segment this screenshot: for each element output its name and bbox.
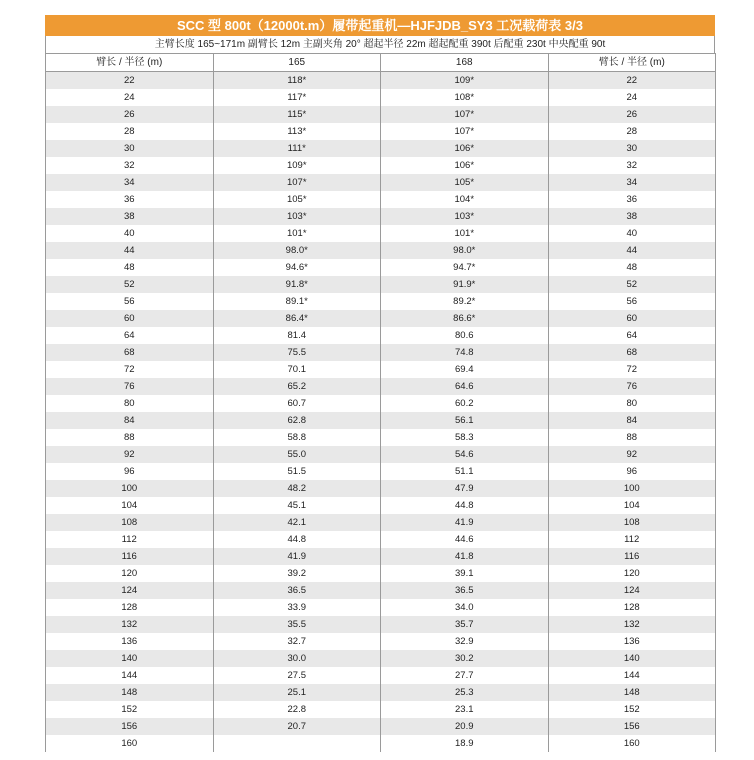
load-165-cell: 42.1 bbox=[213, 514, 381, 531]
table-row bbox=[46, 123, 716, 140]
header-radius-right: 臂长 / 半径 (m) bbox=[548, 54, 716, 72]
radius-right-cell: 76 bbox=[548, 378, 716, 395]
radius-left-cell: 100 bbox=[46, 480, 214, 497]
load-165-cell: 103* bbox=[213, 208, 381, 225]
load-168-cell: 25.3 bbox=[381, 684, 549, 701]
radius-left-cell: 80 bbox=[46, 395, 214, 412]
load-168-cell: 56.1 bbox=[381, 412, 549, 429]
radius-right-cell: 30 bbox=[548, 140, 716, 157]
table-row bbox=[46, 701, 716, 718]
load-168-cell: 39.1 bbox=[381, 565, 549, 582]
load-165-cell: 25.1 bbox=[213, 684, 381, 701]
load-168-cell: 105* bbox=[381, 174, 549, 191]
radius-left-cell: 76 bbox=[46, 378, 214, 395]
table-row bbox=[46, 293, 716, 310]
table-row bbox=[46, 208, 716, 225]
load-165-cell: 70.1 bbox=[213, 361, 381, 378]
load-168-cell: 86.6* bbox=[381, 310, 549, 327]
header-row bbox=[46, 54, 716, 72]
load-165-cell: 118* bbox=[213, 72, 381, 90]
load-168-cell: 47.9 bbox=[381, 480, 549, 497]
load-165-cell: 44.8 bbox=[213, 531, 381, 548]
load-168-cell: 27.7 bbox=[381, 667, 549, 684]
load-165-cell: 51.5 bbox=[213, 463, 381, 480]
load-165-cell: 39.2 bbox=[213, 565, 381, 582]
radius-left-cell: 40 bbox=[46, 225, 214, 242]
radius-left-cell: 84 bbox=[46, 412, 214, 429]
radius-left-cell: 124 bbox=[46, 582, 214, 599]
load-168-cell: 106* bbox=[381, 140, 549, 157]
load-168-cell: 91.9* bbox=[381, 276, 549, 293]
radius-left-cell: 30 bbox=[46, 140, 214, 157]
load-165-cell: 101* bbox=[213, 225, 381, 242]
radius-left-cell: 128 bbox=[46, 599, 214, 616]
load-168-cell: 107* bbox=[381, 106, 549, 123]
radius-right-cell: 116 bbox=[548, 548, 716, 565]
load-table bbox=[45, 53, 716, 752]
table-row bbox=[46, 718, 716, 735]
radius-right-cell: 32 bbox=[548, 157, 716, 174]
load-168-cell: 41.9 bbox=[381, 514, 549, 531]
radius-left-cell: 108 bbox=[46, 514, 214, 531]
table-row bbox=[46, 310, 716, 327]
table-row bbox=[46, 480, 716, 497]
radius-right-cell: 104 bbox=[548, 497, 716, 514]
table-row bbox=[46, 225, 716, 242]
radius-right-cell: 148 bbox=[548, 684, 716, 701]
radius-left-cell: 64 bbox=[46, 327, 214, 344]
table-row bbox=[46, 412, 716, 429]
radius-left-cell: 160 bbox=[46, 735, 214, 752]
load-165-cell: 105* bbox=[213, 191, 381, 208]
load-168-cell: 18.9 bbox=[381, 735, 549, 752]
table-row bbox=[46, 446, 716, 463]
load-168-cell: 106* bbox=[381, 157, 549, 174]
load-168-cell: 41.8 bbox=[381, 548, 549, 565]
table-body bbox=[46, 72, 716, 753]
radius-left-cell: 28 bbox=[46, 123, 214, 140]
radius-right-cell: 60 bbox=[548, 310, 716, 327]
load-chart-sheet bbox=[45, 15, 715, 752]
load-165-cell: 94.6* bbox=[213, 259, 381, 276]
radius-left-cell: 92 bbox=[46, 446, 214, 463]
radius-left-cell: 156 bbox=[46, 718, 214, 735]
load-165-cell: 75.5 bbox=[213, 344, 381, 361]
radius-right-cell: 84 bbox=[548, 412, 716, 429]
load-165-cell: 58.8 bbox=[213, 429, 381, 446]
load-165-cell: 117* bbox=[213, 89, 381, 106]
radius-right-cell: 52 bbox=[548, 276, 716, 293]
page-title: SCC 型 800t（12000t.m）履带起重机—HJFJDB_SY3 工况载荷表 3/3 bbox=[45, 15, 715, 36]
load-165-cell: 86.4* bbox=[213, 310, 381, 327]
radius-left-cell: 68 bbox=[46, 344, 214, 361]
load-168-cell: 80.6 bbox=[381, 327, 549, 344]
load-168-cell: 23.1 bbox=[381, 701, 549, 718]
load-168-cell: 58.3 bbox=[381, 429, 549, 446]
load-168-cell: 30.2 bbox=[381, 650, 549, 667]
table-row bbox=[46, 514, 716, 531]
table-row bbox=[46, 565, 716, 582]
radius-right-cell: 120 bbox=[548, 565, 716, 582]
load-165-cell: 32.7 bbox=[213, 633, 381, 650]
radius-right-cell: 22 bbox=[548, 72, 716, 90]
radius-right-cell: 160 bbox=[548, 735, 716, 752]
table-row bbox=[46, 582, 716, 599]
radius-right-cell: 124 bbox=[548, 582, 716, 599]
radius-left-cell: 120 bbox=[46, 565, 214, 582]
load-168-cell: 54.6 bbox=[381, 446, 549, 463]
table-row bbox=[46, 616, 716, 633]
load-168-cell: 98.0* bbox=[381, 242, 549, 259]
load-165-cell: 91.8* bbox=[213, 276, 381, 293]
load-168-cell: 101* bbox=[381, 225, 549, 242]
radius-right-cell: 56 bbox=[548, 293, 716, 310]
radius-right-cell: 26 bbox=[548, 106, 716, 123]
radius-right-cell: 80 bbox=[548, 395, 716, 412]
load-168-cell: 60.2 bbox=[381, 395, 549, 412]
load-165-cell: 27.5 bbox=[213, 667, 381, 684]
table-row bbox=[46, 72, 716, 90]
radius-right-cell: 108 bbox=[548, 514, 716, 531]
radius-left-cell: 140 bbox=[46, 650, 214, 667]
configuration-subtitle: 主臂长度 165~171m 副臂长 12m 主副夹角 20° 超起半径 22m 超起配重 390t 后配重 230t 中央配重 90t bbox=[45, 36, 715, 53]
load-165-cell: 33.9 bbox=[213, 599, 381, 616]
radius-left-cell: 72 bbox=[46, 361, 214, 378]
table-row bbox=[46, 106, 716, 123]
load-168-cell: 69.4 bbox=[381, 361, 549, 378]
radius-right-cell: 128 bbox=[548, 599, 716, 616]
radius-left-cell: 22 bbox=[46, 72, 214, 90]
load-165-cell: 65.2 bbox=[213, 378, 381, 395]
load-168-cell: 109* bbox=[381, 72, 549, 90]
table-row bbox=[46, 497, 716, 514]
load-168-cell: 107* bbox=[381, 123, 549, 140]
radius-left-cell: 112 bbox=[46, 531, 214, 548]
load-165-cell: 30.0 bbox=[213, 650, 381, 667]
load-165-cell: 20.7 bbox=[213, 718, 381, 735]
load-165-cell: 98.0* bbox=[213, 242, 381, 259]
load-165-cell: 55.0 bbox=[213, 446, 381, 463]
radius-left-cell: 152 bbox=[46, 701, 214, 718]
radius-left-cell: 52 bbox=[46, 276, 214, 293]
load-165-cell: 115* bbox=[213, 106, 381, 123]
radius-left-cell: 104 bbox=[46, 497, 214, 514]
header-radius-left: 臂长 / 半径 (m) bbox=[46, 54, 214, 72]
radius-right-cell: 88 bbox=[548, 429, 716, 446]
load-168-cell: 36.5 bbox=[381, 582, 549, 599]
radius-right-cell: 38 bbox=[548, 208, 716, 225]
load-168-cell: 35.7 bbox=[381, 616, 549, 633]
radius-left-cell: 60 bbox=[46, 310, 214, 327]
load-165-cell: 60.7 bbox=[213, 395, 381, 412]
table-row bbox=[46, 259, 716, 276]
table-row bbox=[46, 599, 716, 616]
table-row bbox=[46, 191, 716, 208]
load-165-cell: 81.4 bbox=[213, 327, 381, 344]
radius-left-cell: 56 bbox=[46, 293, 214, 310]
radius-right-cell: 100 bbox=[548, 480, 716, 497]
radius-left-cell: 88 bbox=[46, 429, 214, 446]
table-row bbox=[46, 157, 716, 174]
radius-right-cell: 34 bbox=[548, 174, 716, 191]
load-168-cell: 104* bbox=[381, 191, 549, 208]
load-165-cell: 111* bbox=[213, 140, 381, 157]
table-row bbox=[46, 89, 716, 106]
load-165-cell: 45.1 bbox=[213, 497, 381, 514]
radius-right-cell: 152 bbox=[548, 701, 716, 718]
radius-right-cell: 140 bbox=[548, 650, 716, 667]
table-row bbox=[46, 395, 716, 412]
radius-right-cell: 72 bbox=[548, 361, 716, 378]
radius-right-cell: 28 bbox=[548, 123, 716, 140]
load-165-cell: 41.9 bbox=[213, 548, 381, 565]
radius-left-cell: 34 bbox=[46, 174, 214, 191]
load-168-cell: 20.9 bbox=[381, 718, 549, 735]
header-boom-165: 165 bbox=[213, 54, 381, 72]
load-168-cell: 94.7* bbox=[381, 259, 549, 276]
load-168-cell: 74.8 bbox=[381, 344, 549, 361]
radius-left-cell: 38 bbox=[46, 208, 214, 225]
radius-right-cell: 64 bbox=[548, 327, 716, 344]
radius-right-cell: 36 bbox=[548, 191, 716, 208]
load-165-cell: 48.2 bbox=[213, 480, 381, 497]
radius-right-cell: 136 bbox=[548, 633, 716, 650]
table-row bbox=[46, 361, 716, 378]
load-168-cell: 64.6 bbox=[381, 378, 549, 395]
table-row bbox=[46, 429, 716, 446]
radius-right-cell: 132 bbox=[548, 616, 716, 633]
radius-left-cell: 32 bbox=[46, 157, 214, 174]
radius-left-cell: 116 bbox=[46, 548, 214, 565]
load-168-cell: 44.6 bbox=[381, 531, 549, 548]
load-168-cell: 103* bbox=[381, 208, 549, 225]
radius-left-cell: 96 bbox=[46, 463, 214, 480]
table-row bbox=[46, 276, 716, 293]
load-165-cell: 35.5 bbox=[213, 616, 381, 633]
table-row bbox=[46, 242, 716, 259]
load-168-cell: 51.1 bbox=[381, 463, 549, 480]
header-boom-168: 168 bbox=[381, 54, 549, 72]
table-row bbox=[46, 735, 716, 752]
table-header bbox=[46, 54, 716, 72]
load-165-cell: 22.8 bbox=[213, 701, 381, 718]
load-168-cell: 89.2* bbox=[381, 293, 549, 310]
table-row bbox=[46, 344, 716, 361]
load-168-cell: 44.8 bbox=[381, 497, 549, 514]
load-165-cell bbox=[213, 735, 381, 752]
radius-right-cell: 156 bbox=[548, 718, 716, 735]
radius-right-cell: 24 bbox=[548, 89, 716, 106]
load-165-cell: 113* bbox=[213, 123, 381, 140]
radius-right-cell: 92 bbox=[548, 446, 716, 463]
table-row bbox=[46, 174, 716, 191]
radius-right-cell: 96 bbox=[548, 463, 716, 480]
table-row bbox=[46, 531, 716, 548]
load-165-cell: 36.5 bbox=[213, 582, 381, 599]
radius-right-cell: 68 bbox=[548, 344, 716, 361]
table-row bbox=[46, 650, 716, 667]
load-168-cell: 32.9 bbox=[381, 633, 549, 650]
radius-left-cell: 144 bbox=[46, 667, 214, 684]
table-row bbox=[46, 667, 716, 684]
load-168-cell: 108* bbox=[381, 89, 549, 106]
load-168-cell: 34.0 bbox=[381, 599, 549, 616]
radius-left-cell: 24 bbox=[46, 89, 214, 106]
load-165-cell: 109* bbox=[213, 157, 381, 174]
load-165-cell: 62.8 bbox=[213, 412, 381, 429]
radius-left-cell: 26 bbox=[46, 106, 214, 123]
table-row bbox=[46, 378, 716, 395]
radius-left-cell: 48 bbox=[46, 259, 214, 276]
table-row bbox=[46, 633, 716, 650]
radius-left-cell: 44 bbox=[46, 242, 214, 259]
radius-left-cell: 148 bbox=[46, 684, 214, 701]
load-165-cell: 107* bbox=[213, 174, 381, 191]
load-165-cell: 89.1* bbox=[213, 293, 381, 310]
table-row bbox=[46, 548, 716, 565]
table-row bbox=[46, 463, 716, 480]
table-row bbox=[46, 327, 716, 344]
radius-left-cell: 136 bbox=[46, 633, 214, 650]
table-row bbox=[46, 684, 716, 701]
radius-left-cell: 132 bbox=[46, 616, 214, 633]
radius-right-cell: 48 bbox=[548, 259, 716, 276]
table-row bbox=[46, 140, 716, 157]
radius-right-cell: 144 bbox=[548, 667, 716, 684]
radius-right-cell: 112 bbox=[548, 531, 716, 548]
radius-right-cell: 40 bbox=[548, 225, 716, 242]
radius-right-cell: 44 bbox=[548, 242, 716, 259]
radius-left-cell: 36 bbox=[46, 191, 214, 208]
